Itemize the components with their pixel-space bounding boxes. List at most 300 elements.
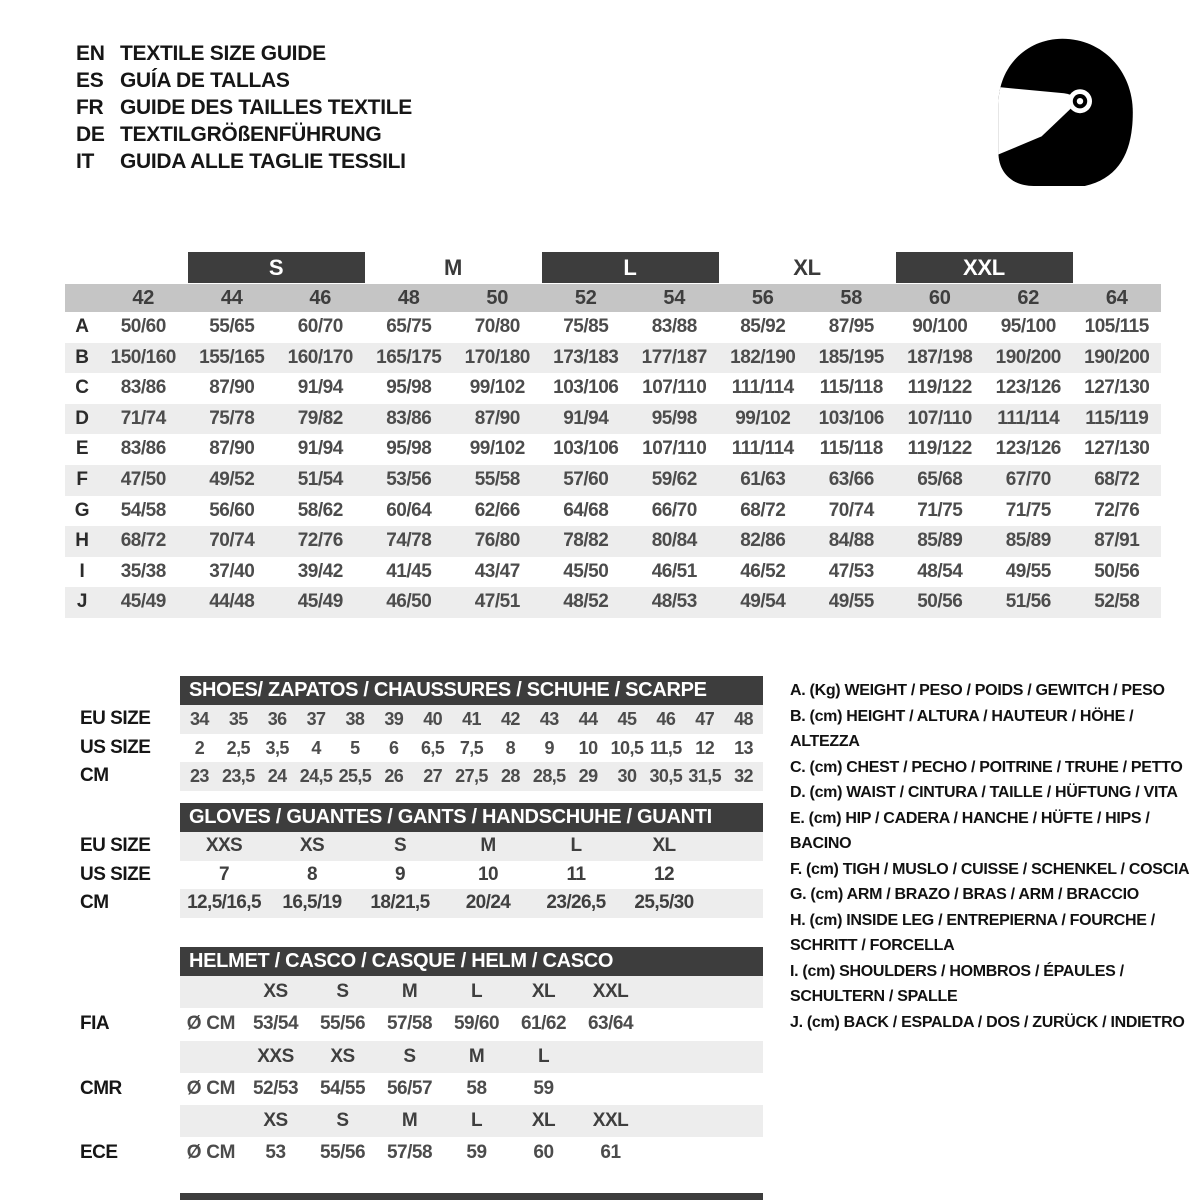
row-values <box>99 312 1161 343</box>
row-values <box>99 526 1161 557</box>
table-cell: 182/190 <box>730 346 796 368</box>
shoe-size-cell: 34 <box>190 709 209 729</box>
row-label: EU SIZE <box>80 835 151 856</box>
helmet-value-grid <box>180 1137 763 1169</box>
glove-size-cell: L <box>570 835 582 856</box>
helmet-value-cells <box>242 1008 763 1040</box>
table-cell: 85/89 <box>917 530 963 552</box>
gloves-row <box>80 861 770 890</box>
table-cell: 190/200 <box>995 346 1061 368</box>
shoe-size-cell: 39 <box>384 709 404 729</box>
shoe-size-cell: 6 <box>389 737 399 758</box>
table-cell: 70/74 <box>828 499 874 521</box>
shoe-size-cell: 31,5 <box>688 766 722 786</box>
table-cell: 115/118 <box>819 377 883 399</box>
table-cell: 99/102 <box>735 407 791 429</box>
column-header: 46 <box>309 287 332 309</box>
row-letter: E <box>75 438 89 460</box>
legend-line: J. (cm) BACK / ESPALDA / DOS / ZURÜCK / INDIETRO <box>790 1013 1185 1031</box>
shoe-size-cell: 9 <box>544 737 554 758</box>
glove-size-cell: 11 <box>566 863 586 885</box>
table-cell: 47/51 <box>474 591 520 613</box>
table-cell: 85/92 <box>740 316 786 337</box>
table-cell: 45/49 <box>120 591 166 613</box>
shoe-size-cell: 4 <box>311 737 321 758</box>
table-cell: 52/58 <box>1094 591 1140 613</box>
table-cell: 72/76 <box>297 530 343 552</box>
table-cell: 70/80 <box>474 316 520 337</box>
row-letter: B <box>75 346 89 368</box>
column-header: 54 <box>663 287 686 309</box>
table-cell: 190/200 <box>1084 346 1150 368</box>
shoe-size-cell: 3,5 <box>265 737 289 758</box>
size-group-s: S <box>188 252 365 283</box>
shoe-size-cell: 24 <box>267 766 287 786</box>
table-cell: 48/52 <box>563 591 609 613</box>
shoe-size-cell: 45 <box>617 709 637 729</box>
racing-helmet-icon <box>984 30 1144 198</box>
glove-size-cell: XS <box>299 835 325 856</box>
legend-line: B. (cm) HEIGHT / ALTURA / HAUTEUR / HÖHE / ALTEZZA <box>790 707 1134 750</box>
shoe-size-cell: 28,5 <box>532 766 566 786</box>
row-letter: H <box>75 530 89 552</box>
size-group-xl: XL <box>793 255 821 280</box>
row-values <box>99 557 1161 588</box>
table-cell: 95/100 <box>1000 316 1056 337</box>
helmet-size-label: XS <box>263 1110 288 1132</box>
table-row <box>65 404 1161 435</box>
shoe-size-cell: 10,5 <box>610 737 644 758</box>
glove-size-cell: 16,5/19 <box>282 892 342 913</box>
shoe-size-cell: 26 <box>384 766 404 786</box>
table-cell: 95/98 <box>651 407 697 429</box>
helmet-value-row <box>80 1137 770 1169</box>
helmet-size-row <box>80 1041 770 1073</box>
helmet-size-grid <box>180 1105 763 1137</box>
row-label: CM <box>80 892 109 913</box>
row-values <box>99 343 1161 374</box>
table-cell: 46/50 <box>386 591 432 613</box>
shoe-size-cell: 48 <box>734 709 753 729</box>
table-cell: 60/64 <box>386 499 432 521</box>
table-cell: 55/58 <box>474 468 520 490</box>
gloves-row <box>80 889 770 918</box>
unit-label: Ø CM <box>186 1077 236 1099</box>
column-header: 56 <box>751 287 774 309</box>
shoe-size-cell: 2,5 <box>226 737 250 758</box>
legend-line: C. (cm) CHEST / PECHO / POITRINE / TRUHE / PETTO <box>790 758 1183 776</box>
shoe-size-cell: 2 <box>194 737 205 758</box>
table-cell: 187/198 <box>907 346 973 368</box>
gloves-section <box>80 803 770 918</box>
shoe-size-cell: 12 <box>695 737 715 758</box>
table-cell: 49/55 <box>1005 560 1051 582</box>
legend-line: A. (Kg) WEIGHT / PESO / POIDS / GEWITCH / PESO <box>790 682 1165 699</box>
helmet-size-label: XL <box>531 981 556 1002</box>
table-cell: 48/54 <box>917 560 963 582</box>
helmet-size-label: XXL <box>592 1110 629 1132</box>
row-label: EU SIZE <box>80 708 151 729</box>
unit-spacer <box>180 1105 242 1137</box>
table-cell: 84/88 <box>828 530 874 552</box>
table-cell: 72/76 <box>1094 499 1140 521</box>
table-cell: 47/50 <box>120 468 166 490</box>
helmet-value-cells <box>242 1137 763 1169</box>
table-cell: 127/130 <box>1084 438 1150 460</box>
glove-size-cell: M <box>480 835 496 856</box>
helmet-size-label: XS <box>330 1045 355 1067</box>
table-cell: 107/110 <box>907 407 972 429</box>
glove-size-cell: XXS <box>205 835 243 856</box>
helmet-value-row <box>80 1073 770 1105</box>
shoe-size-cell: 43 <box>539 709 559 729</box>
language-title: TEXTILE SIZE GUIDE <box>120 42 326 65</box>
glove-size-cell: 25,5/30 <box>634 892 694 913</box>
helmet-size-label: S <box>336 981 349 1002</box>
size-group-l: L <box>542 252 719 283</box>
table-cell: 59/62 <box>651 468 697 490</box>
table-cell: 37/40 <box>209 560 255 582</box>
shoe-size-cell: 36 <box>267 709 287 729</box>
shoes-values <box>180 762 763 791</box>
helmet-value-grid <box>180 1073 763 1105</box>
helmet-size-value: 58 <box>466 1077 487 1099</box>
helmet-size-grid <box>180 976 763 1008</box>
shoe-size-cell: 37 <box>306 709 326 729</box>
helmet-size-label: M <box>468 1045 485 1067</box>
shoe-size-cell: 23,5 <box>221 766 255 786</box>
language-title-block <box>76 40 412 175</box>
shoes-row <box>80 762 770 791</box>
row-letter: G <box>74 499 90 521</box>
helmet-size-label: XL <box>531 1110 556 1132</box>
glove-size-cell: XL <box>652 835 676 856</box>
table-cell: 45/49 <box>297 591 343 613</box>
helmet-size-label: M <box>401 1110 418 1132</box>
standard-label-spacer <box>80 976 180 1008</box>
helmet-size-value: 52/53 <box>252 1077 299 1099</box>
shoe-size-cell: 38 <box>345 709 365 729</box>
table-cell: 90/100 <box>912 316 968 337</box>
helmet-size-label: XXL <box>592 981 629 1002</box>
shoe-size-cell: 30 <box>617 766 637 786</box>
column-header: 62 <box>1017 287 1040 309</box>
shoe-size-cell: 13 <box>734 737 753 758</box>
unit-spacer <box>180 1041 242 1073</box>
helmet-size-value: 61/62 <box>520 1013 567 1035</box>
shoe-size-cell: 32 <box>734 766 753 786</box>
table-cell: 60/70 <box>297 316 343 337</box>
language-title: GUÍA DE TALLAS <box>120 69 290 92</box>
table-cell: 75/78 <box>209 407 255 429</box>
textile-size-table <box>65 252 1161 618</box>
helmet-size-value: 59/60 <box>453 1013 500 1035</box>
table-cell: 45/50 <box>563 560 609 582</box>
row-values <box>99 465 1161 496</box>
table-cell: 56/60 <box>209 499 255 521</box>
table-cell: 103/106 <box>553 377 619 399</box>
shoe-size-cell: 40 <box>423 709 443 729</box>
table-cell: 91/94 <box>297 377 343 399</box>
table-cell: 83/86 <box>386 407 432 429</box>
column-header: 44 <box>220 287 243 309</box>
shoe-size-cell: 10 <box>578 737 598 758</box>
helmet-section-header: HELMET / CASCO / CASQUE / HELM / CASCO <box>180 947 763 976</box>
legend-line: H. (cm) INSIDE LEG / ENTREPIERNA / FOURCHE / SCHRITT / FORCELLA <box>790 911 1155 954</box>
table-cell: 87/90 <box>209 438 255 460</box>
size-group-xxl: XXL <box>896 252 1073 283</box>
table-cell: 62/66 <box>474 499 520 521</box>
standard-label-spacer <box>80 1041 180 1073</box>
table-cell: 99/102 <box>469 438 525 460</box>
table-cell: 82/86 <box>740 530 786 552</box>
shoe-size-cell: 44 <box>578 709 598 729</box>
language-code: ES <box>76 69 104 92</box>
row-letter: J <box>76 591 88 613</box>
table-cell: 50/56 <box>1094 560 1140 582</box>
table-cell: 123/126 <box>995 438 1061 460</box>
row-letter: A <box>75 316 89 337</box>
glove-size-cell: 23/26,5 <box>546 892 606 913</box>
helmet-section <box>80 947 770 1170</box>
row-label: US SIZE <box>80 863 151 885</box>
table-row <box>65 343 1161 374</box>
glove-size-cell: 8 <box>307 863 317 885</box>
column-header: 42 <box>132 287 155 309</box>
helmet-standards <box>80 976 770 1170</box>
language-code: IT <box>76 150 95 173</box>
language-row <box>76 148 412 175</box>
row-label: US SIZE <box>80 736 151 758</box>
table-cell: 87/91 <box>1094 530 1140 552</box>
table-cell: 43/47 <box>474 560 520 582</box>
helmet-size-value: 59 <box>466 1142 487 1164</box>
column-header: 48 <box>397 287 420 309</box>
table-cell: 57/60 <box>563 468 609 490</box>
shoe-size-cell: 24,5 <box>299 766 333 786</box>
row-values <box>99 404 1161 435</box>
table-cell: 107/110 <box>642 438 707 460</box>
table-cell: 173/183 <box>553 346 619 368</box>
table-cell: 150/160 <box>110 346 176 368</box>
table-cell: 70/74 <box>209 530 255 552</box>
table-cell: 49/54 <box>740 591 786 613</box>
table-cell: 71/75 <box>1005 499 1051 521</box>
row-label: CM <box>80 765 109 786</box>
shoe-size-cell: 27,5 <box>455 766 488 786</box>
column-header: 52 <box>574 287 597 309</box>
table-cell: 165/175 <box>376 346 442 368</box>
table-cell: 68/72 <box>740 499 786 521</box>
table-cell: 65/75 <box>386 316 432 337</box>
shoes-row <box>80 734 770 763</box>
table-cell: 103/106 <box>818 407 884 429</box>
shoes-rows <box>80 705 770 791</box>
measurement-legend <box>790 678 1198 1035</box>
table-cell: 91/94 <box>297 438 343 460</box>
cropped-next-section-bar <box>180 1193 763 1200</box>
shoes-values <box>180 734 763 763</box>
helmet-value-cells <box>242 1073 763 1105</box>
table-cell: 91/94 <box>563 407 609 429</box>
table-cell: 47/53 <box>828 560 874 582</box>
helmet-size-label: M <box>401 981 418 1002</box>
language-code: EN <box>76 42 105 65</box>
shoe-size-cell: 7,5 <box>459 737 484 758</box>
table-cell: 111/114 <box>731 438 794 460</box>
row-values <box>99 496 1161 527</box>
row-letter: C <box>75 377 89 399</box>
table-cell: 127/130 <box>1084 377 1150 399</box>
gloves-rows <box>80 832 770 918</box>
gloves-values <box>180 832 763 861</box>
helmet-size-value: 54/55 <box>319 1077 366 1099</box>
column-header: 60 <box>928 287 951 309</box>
helmet-size-value: 53/54 <box>252 1013 299 1035</box>
helmet-size-label: S <box>403 1045 416 1067</box>
helmet-size-label: XS <box>263 981 288 1002</box>
gloves-section-header: GLOVES / GUANTES / GANTS / HANDSCHUHE / GUANTI <box>180 803 763 832</box>
table-cell: 95/98 <box>386 377 432 399</box>
table-cell: 119/122 <box>907 438 972 460</box>
racing-helmet-svg <box>984 30 1144 198</box>
table-cell: 83/86 <box>120 377 166 399</box>
language-title: TEXTILGRÖßENFÜHRUNG <box>120 123 382 146</box>
helmet-size-value: 60 <box>533 1142 554 1164</box>
row-values <box>99 434 1161 465</box>
row-letter: F <box>76 468 88 490</box>
table-cell: 35/38 <box>120 560 166 582</box>
table-cell: 46/52 <box>740 560 786 582</box>
glove-size-cell: 7 <box>219 863 229 885</box>
helmet-value-row <box>80 1008 770 1040</box>
table-cell: 78/82 <box>563 530 609 552</box>
helmet-size-grid <box>180 1041 763 1073</box>
table-cell: 75/85 <box>563 316 609 337</box>
unit-label: Ø CM <box>186 1142 236 1164</box>
table-cell: 49/55 <box>828 591 874 613</box>
table-cell: 68/72 <box>1094 468 1140 490</box>
standard-label-spacer <box>80 1105 180 1137</box>
helmet-size-value: 57/58 <box>386 1013 433 1035</box>
legend-line: D. (cm) WAIST / CINTURA / TAILLE / HÜFTUNG / VITA <box>790 784 1178 801</box>
shoe-size-cell: 28 <box>500 766 520 786</box>
language-row <box>76 40 412 67</box>
table-row <box>65 434 1161 465</box>
table-cell: 66/70 <box>651 499 697 521</box>
column-header: 50 <box>486 287 509 309</box>
table-cell: 87/95 <box>828 316 874 337</box>
language-row <box>76 67 412 94</box>
legend-line: G. (cm) ARM / BRAZO / BRAS / ARM / BRACCIO <box>790 886 1139 903</box>
helmet-size-value: 55/56 <box>319 1013 366 1035</box>
table-row <box>65 557 1161 588</box>
table-cell: 107/110 <box>642 377 707 399</box>
table-cell: 51/56 <box>1005 591 1051 613</box>
shoe-size-cell: 25,5 <box>338 766 372 786</box>
helmet-size-value: 57/58 <box>386 1142 433 1164</box>
legend-line: F. (cm) TIGH / MUSLO / CUISSE / SCHENKEL / COSCIA <box>790 860 1190 878</box>
helmet-size-cells <box>242 976 763 1008</box>
table-row <box>65 465 1161 496</box>
helmet-size-value: 59 <box>533 1077 554 1099</box>
table-cell: 123/126 <box>995 377 1061 399</box>
helmet-size-value: 61 <box>600 1142 621 1164</box>
row-values <box>99 373 1161 404</box>
table-cell: 50/60 <box>120 316 166 337</box>
table-cell: 87/90 <box>209 377 255 399</box>
group-row-grid <box>99 252 1161 283</box>
column-header-spacer <box>65 284 99 312</box>
table-cell: 53/56 <box>386 468 432 490</box>
table-cell: 74/78 <box>386 530 432 552</box>
table-cell: 185/195 <box>818 346 884 368</box>
helmet-size-value: 63/64 <box>587 1013 634 1035</box>
table-cell: 83/86 <box>120 438 166 460</box>
table-row <box>65 526 1161 557</box>
unit-label: Ø CM <box>186 1013 236 1035</box>
table-cell: 177/187 <box>641 346 707 368</box>
unit-spacer <box>180 976 242 1008</box>
helmet-size-value: 53 <box>265 1142 286 1164</box>
gloves-row <box>80 832 770 861</box>
language-code: FR <box>76 96 104 119</box>
row-values <box>99 587 1161 618</box>
glove-size-cell: 12,5/16,5 <box>187 892 261 913</box>
shoe-size-cell: 42 <box>500 709 520 729</box>
helmet-size-row <box>80 1105 770 1137</box>
group-row-spacer <box>65 252 99 283</box>
shoe-size-cell: 27 <box>423 766 443 786</box>
table-cell: 99/102 <box>469 377 525 399</box>
shoe-size-cell: 29 <box>578 766 598 786</box>
table-cell: 50/56 <box>917 591 963 613</box>
table-row <box>65 312 1161 343</box>
row-letter: D <box>75 407 89 429</box>
helmet-size-label: S <box>336 1110 349 1132</box>
column-header-grid <box>99 284 1161 312</box>
table-cell: 61/63 <box>740 468 786 490</box>
table-cell: 76/80 <box>474 530 520 552</box>
helmet-size-cells <box>242 1105 763 1137</box>
shoe-size-cell: 23 <box>190 766 209 786</box>
table-cell: 49/52 <box>209 468 255 490</box>
shoes-values <box>180 705 763 734</box>
helmet-size-row <box>80 976 770 1008</box>
table-cell: 63/66 <box>828 468 874 490</box>
column-header-band <box>65 284 1161 312</box>
shoe-size-cell: 35 <box>228 709 248 729</box>
table-cell: 170/180 <box>464 346 530 368</box>
shoe-size-cell: 30,5 <box>649 766 683 786</box>
table-cell: 79/82 <box>297 407 343 429</box>
gloves-values <box>180 889 763 918</box>
helmet-size-value: 56/57 <box>386 1077 433 1099</box>
table-cell: 111/114 <box>997 407 1060 429</box>
helmet-size-cells <box>242 1041 763 1073</box>
table-cell: 55/65 <box>209 316 255 337</box>
table-cell: 71/74 <box>120 407 166 429</box>
standard-label: CMR <box>80 1077 122 1099</box>
standard-label: FIA <box>80 1013 110 1035</box>
shoe-size-cell: 6,5 <box>421 737 445 758</box>
table-cell: 46/51 <box>651 560 697 582</box>
table-cell: 80/84 <box>651 530 697 552</box>
helmet-value-grid <box>180 1008 763 1040</box>
column-header: 64 <box>1105 287 1128 309</box>
shoes-section-header: SHOES/ ZAPATOS / CHAUSSURES / SCHUHE / SCARPE <box>180 676 763 705</box>
table-cell: 58/62 <box>297 499 343 521</box>
